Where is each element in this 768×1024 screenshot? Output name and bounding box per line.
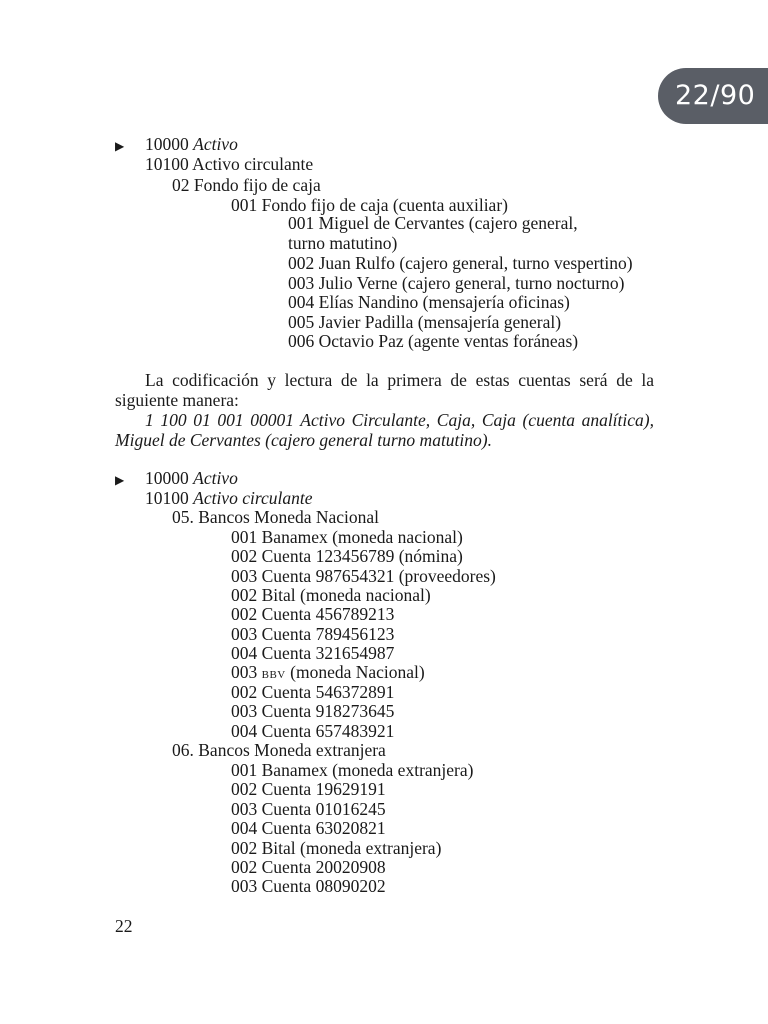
list-item: 002 Cuenta 20020908 xyxy=(231,857,386,877)
paragraph-line: siguiente manera: xyxy=(115,390,239,410)
account-code: 10000 xyxy=(145,468,189,488)
list-item: 004 Cuenta 657483921 xyxy=(231,721,395,741)
account-description: (moneda Nacional) xyxy=(290,662,425,682)
list-item: 002 Juan Rulfo (cajero general, turno vespertino) xyxy=(288,253,633,273)
account-heading-activo xyxy=(145,134,238,154)
account-group: 05. Bancos Moneda Nacional xyxy=(172,507,380,527)
account-name: Activo circulante xyxy=(193,488,313,508)
list-item: 001 Miguel de Cervantes (cajero general, xyxy=(288,213,578,233)
bullet-arrow-icon: ▶ xyxy=(115,139,125,153)
list-item: 002 Cuenta 546372891 xyxy=(231,682,395,702)
account-heading-activo xyxy=(145,468,238,488)
list-item: 003 Cuenta 08090202 xyxy=(231,876,386,896)
list-item: turno matutino) xyxy=(288,233,398,253)
list-item: 002 Cuenta 123456789 (nómina) xyxy=(231,546,463,566)
list-item: 005 Javier Padilla (mensajería general) xyxy=(288,312,562,332)
list-item: 003 Julio Verne (cajero general, turno nocturno) xyxy=(288,273,625,293)
list-item: 001 Banamex (moneda extranjera) xyxy=(231,760,474,780)
list-item: 002 Bital (moneda extranjera) xyxy=(231,838,442,858)
list-item: 006 Octavio Paz (agente ventas foráneas) xyxy=(288,331,579,351)
bank-name: BBV xyxy=(261,669,286,681)
page-indicator-badge: 22/90 xyxy=(658,68,768,124)
paragraph-line: La codificación y lectura de la primera de estas cuentas será de la xyxy=(145,370,654,390)
list-item: 004 Cuenta 63020821 xyxy=(231,818,386,838)
bullet-arrow-icon: ▶ xyxy=(115,473,125,487)
list-item: 004 Elías Nandino (mensajería oficinas) xyxy=(288,292,570,312)
list-item: 003 Cuenta 918273645 xyxy=(231,701,395,721)
account-code: 10100 xyxy=(145,488,189,508)
account-code: 10000 xyxy=(145,134,189,154)
paragraph-example-line: Miguel de Cervantes (cajero general turno matutino). xyxy=(115,430,492,450)
list-item: 002 Cuenta 19629191 xyxy=(231,779,386,799)
list-item: 001 Banamex (moneda nacional) xyxy=(231,527,463,547)
list-item: 003 Cuenta 789456123 xyxy=(231,624,395,644)
list-item: 002 Cuenta 456789213 xyxy=(231,604,395,624)
account-subheading: 10100 Activo circulante xyxy=(145,154,314,174)
paragraph-example-line: 1 100 01 001 00001 Activo Circulante, Caja, Caja (cuenta analítica), xyxy=(145,410,654,430)
list-item: 003 Cuenta 01016245 xyxy=(231,799,386,819)
account-name: Activo xyxy=(193,468,238,488)
account-name: Activo xyxy=(193,134,238,154)
list-item: 004 Cuenta 321654987 xyxy=(231,643,395,663)
list-item: 002 Bital (moneda nacional) xyxy=(231,585,431,605)
account-group: 02 Fondo fijo de caja xyxy=(172,175,321,195)
list-item: 003 Cuenta 987654321 (proveedores) xyxy=(231,566,496,586)
account-code: 003 xyxy=(231,662,258,682)
account-subheading xyxy=(145,488,313,508)
account-subgroup: 001 Fondo fijo de caja (cuenta auxiliar) xyxy=(231,195,508,215)
account-group: 06. Bancos Moneda extranjera xyxy=(172,740,386,760)
page-number: 22 xyxy=(115,916,133,936)
